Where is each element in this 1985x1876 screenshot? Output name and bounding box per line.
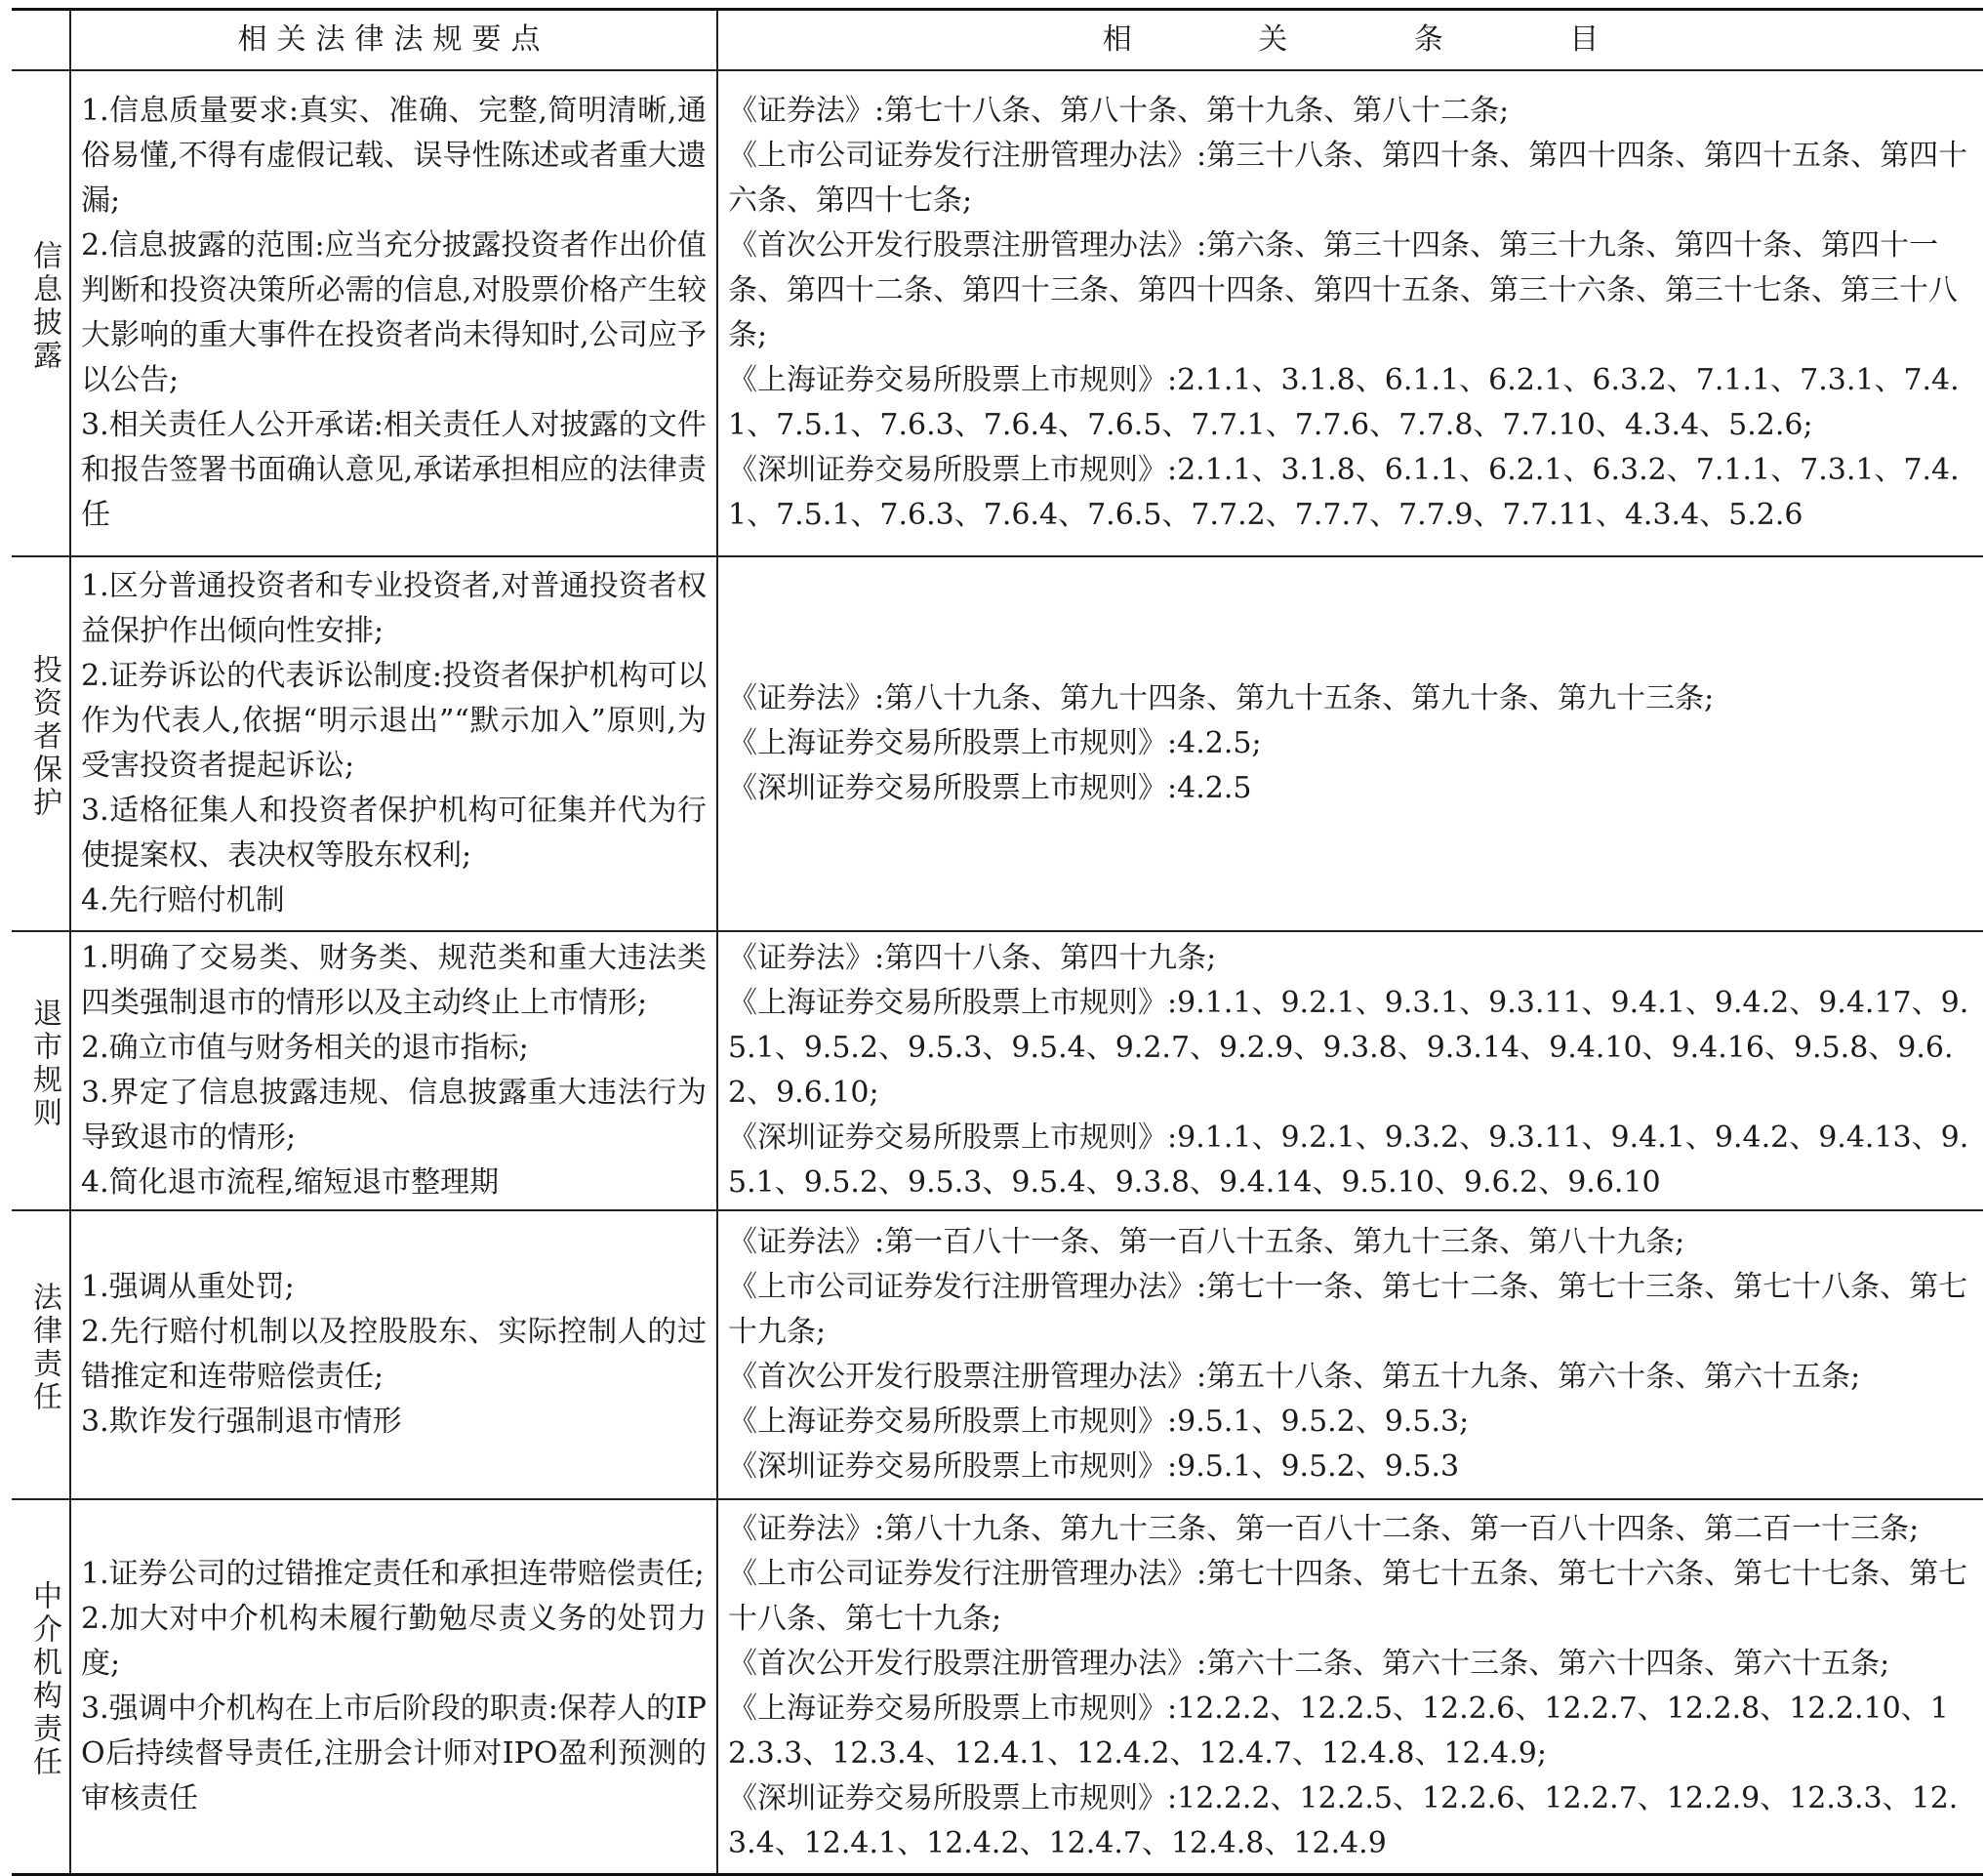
article-ref: 《深圳证券交易所股票上市规则》:9.1.1、9.2.1、9.3.2、9.3.11、9.4.1、9.4.2、9.4.13、9.5.1、9.5.2、9.5.3、9.5.4、9.3.8、9.4.14、9.5.10、9.6.2、9.6.10: [728, 1121, 1969, 1200]
article-ref: 《首次公开发行股票注册管理办法》:第六十二条、第六十三条、第六十四条、第六十五条;: [728, 1646, 1890, 1681]
article-ref: 《证券法》:第四十八条、第四十九条;: [728, 941, 1217, 975]
category-cell: [12, 1210, 70, 1499]
key-point: 4.先行赔付机制: [81, 883, 285, 918]
related-articles-cell: [717, 931, 1983, 1210]
article-ref: 《深圳证券交易所股票上市规则》:4.2.5: [728, 771, 1252, 805]
table-body: [12, 70, 1983, 1874]
key-points-cell: [70, 70, 717, 556]
table-row: [12, 1210, 1983, 1499]
article-ref: 《证券法》:第八十九条、第九十三条、第一百八十二条、第一百八十四条、第二百一十三条;: [728, 1511, 1920, 1546]
key-point: 3.欺诈发行强制退市情形: [81, 1405, 402, 1439]
category-label: 退市规则: [27, 998, 61, 1130]
related-articles-cell: [717, 556, 1983, 931]
key-points-cell: [70, 556, 717, 931]
article-ref: 《上海证券交易所股票上市规则》:4.2.5;: [728, 726, 1262, 760]
key-point: 1.强调从重处罚;: [81, 1270, 295, 1304]
key-point: 3.适格征集人和投资者保护机构可征集并代为行使提案权、表决权等股东权利;: [81, 794, 707, 873]
key-point: 1.明确了交易类、财务类、规范类和重大违法类四类强制退市的情形以及主动终止上市情形;: [81, 941, 707, 1020]
article-ref: 《深圳证券交易所股票上市规则》:2.1.1、3.1.8、6.1.1、6.2.1、6.3.2、7.1.1、7.3.1、7.4.1、7.5.1、7.6.3、7.6.4、7.6.5、7.7.2、7.7.7、7.7.9、7.7.11、4.3.4、5.2.6: [728, 453, 1960, 532]
article-ref: 《上市公司证券发行注册管理办法》:第七十四条、第七十五条、第七十六条、第七十七条、第七十八条、第七十九条;: [728, 1556, 1968, 1636]
regulation-table-page: [12, 8, 1983, 1876]
article-ref: 《证券法》:第七十八条、第八十条、第十九条、第八十二条;: [728, 94, 1510, 128]
key-point: 3.界定了信息披露违规、信息披露重大违法行为导致退市的情形;: [81, 1076, 707, 1155]
key-points-cell: [70, 1499, 717, 1874]
article-ref: 《证券法》:第八十九条、第九十四条、第九十五条、第九十条、第九十三条;: [728, 681, 1715, 715]
table-row: [12, 1499, 1983, 1874]
table-row: [12, 931, 1983, 1210]
header-key-points: 相关法律法规要点: [70, 10, 717, 71]
article-ref: 《上海证券交易所股票上市规则》:9.5.1、9.5.2、9.5.3;: [728, 1405, 1470, 1439]
article-ref: 《上市公司证券发行注册管理办法》:第三十八条、第四十条、第四十四条、第四十五条、第四十六条、第四十七条;: [728, 139, 1968, 218]
key-points-cell: [70, 1210, 717, 1499]
category-label: 中介机构责任: [27, 1579, 61, 1779]
key-point: 4.简化退市流程,缩短退市整理期: [81, 1165, 500, 1200]
header-category-cell: [12, 10, 70, 71]
article-ref: 《深圳证券交易所股票上市规则》:12.2.2、12.2.5、12.2.6、12.2.7、12.2.9、12.3.3、12.3.4、12.4.1、12.4.2、12.4.7、12.4.8、12.4.9: [728, 1780, 1959, 1860]
key-point: 1.区分普通投资者和专业投资者,对普通投资者权益保护作出倾向性安排;: [81, 569, 707, 648]
key-point: 1.信息质量要求:真实、准确、完整,简明清晰,通俗易懂,不得有虚假记载、误导性陈述或者重大遗漏;: [81, 94, 707, 218]
header-related-articles-text: 相 关 条 目: [1102, 22, 1600, 57]
article-ref: 《首次公开发行股票注册管理办法》:第六条、第三十四条、第三十九条、第四十条、第四十一条、第四十二条、第四十三条、第四十四条、第四十五条、第三十六条、第三十七条、第三十八条;: [728, 228, 1958, 352]
key-point: 2.加大对中介机构未履行勤勉尽责义务的处罚力度;: [81, 1601, 707, 1681]
category-cell: [12, 931, 70, 1210]
key-point: 3.强调中介机构在上市后阶段的职责:保荐人的IPO后持续督导责任,注册会计师对IPO盈利预测的审核责任: [81, 1691, 707, 1815]
category-cell: [12, 556, 70, 931]
related-articles-cell: [717, 1210, 1983, 1499]
table-row: [12, 70, 1983, 556]
article-ref: 《上市公司证券发行注册管理办法》:第七十一条、第七十二条、第七十三条、第七十八条、第七十九条;: [728, 1270, 1968, 1349]
related-articles-cell: [717, 70, 1983, 556]
article-ref: 《上海证券交易所股票上市规则》:9.1.1、9.2.1、9.3.1、9.3.11、9.4.1、9.4.2、9.4.17、9.5.1、9.5.2、9.5.3、9.5.4、9.2.7、9.2.9、9.3.8、9.3.14、9.4.10、9.4.16、9.5.8、9.6.2、9.6.10;: [728, 986, 1969, 1110]
regulations-table: [12, 8, 1983, 1876]
article-ref: 《上海证券交易所股票上市规则》:2.1.1、3.1.8、6.1.1、6.2.1、6.3.2、7.1.1、7.3.1、7.4.1、7.5.1、7.6.3、7.6.4、7.6.5、7.7.1、7.7.6、7.7.8、7.7.10、4.3.4、5.2.6;: [728, 363, 1960, 442]
category-label: 信息披露: [27, 240, 61, 373]
key-points-cell: [70, 931, 717, 1210]
article-ref: 《首次公开发行股票注册管理办法》:第五十八条、第五十九条、第六十条、第六十五条;: [728, 1360, 1861, 1394]
key-point: 1.证券公司的过错推定责任和承担连带赔偿责任;: [81, 1556, 705, 1591]
article-ref: 《证券法》:第一百八十一条、第一百八十五条、第九十三条、第八十九条;: [728, 1225, 1685, 1259]
table-row: [12, 556, 1983, 931]
category-cell: [12, 1499, 70, 1874]
key-point: 2.信息披露的范围:应当充分披露投资者作出价值判断和投资决策所必需的信息,对股票价格产生较大影响的重大事件在投资者尚未得知时,公司应予以公告;: [81, 228, 707, 397]
article-ref: 《上海证券交易所股票上市规则》:12.2.2、12.2.5、12.2.6、12.2.7、12.2.8、12.2.10、12.3.3、12.3.4、12.4.1、12.4.2、12.4.7、12.4.8、12.4.9;: [728, 1691, 1949, 1771]
table-header-row: [12, 10, 1983, 71]
article-ref: 《深圳证券交易所股票上市规则》:9.5.1、9.5.2、9.5.3: [728, 1449, 1460, 1484]
key-point: 3.相关责任人公开承诺:相关责任人对披露的文件和报告签署书面确认意见,承诺承担相应的法律责任: [81, 408, 707, 532]
category-label: 法律责任: [27, 1282, 61, 1414]
category-cell: [12, 70, 70, 556]
category-label: 投资者保护: [27, 654, 61, 820]
key-point: 2.证券诉讼的代表诉讼制度:投资者保护机构可以作为代表人,依据“明示退出”“默示加入”原则,为受害投资者提起诉讼;: [81, 659, 707, 783]
key-point: 2.先行赔付机制以及控股股东、实际控制人的过错推定和连带赔偿责任;: [81, 1315, 707, 1394]
related-articles-cell: [717, 1499, 1983, 1874]
key-point: 2.确立市值与财务相关的退市指标;: [81, 1031, 529, 1065]
header-related-articles: [717, 10, 1983, 71]
